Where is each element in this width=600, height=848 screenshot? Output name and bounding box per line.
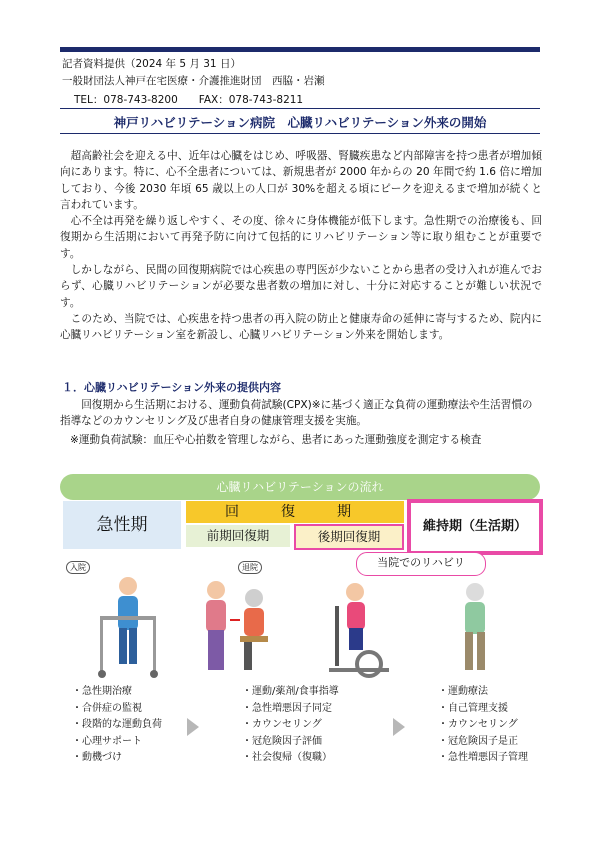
list-item: ・運動療法: [438, 686, 488, 697]
list-item: ・冠危険因子評価: [242, 735, 322, 747]
admission-tag: 入院: [66, 561, 90, 574]
list-item: ・運動/薬剤/食事指導: [242, 686, 339, 697]
arrow-right-icon: [187, 718, 199, 736]
early-recovery-box: 前期回復期: [186, 525, 290, 547]
document-title: 神戸リハビリテーション病院 心臓リハビリテーション外来の開始: [113, 115, 487, 130]
contact-numbers: TEL：078-743-8200 FAX：078-743-8211: [74, 94, 304, 106]
section-note: ※運動負荷試験：血圧や心拍数を管理しながら、患者にあった運動強度を測定する検査: [70, 434, 482, 446]
recovery-phase-box: 回 復 期: [186, 501, 404, 523]
list-item: ・冠危険因子是正: [438, 735, 518, 747]
list-item: ・段階的な運動負荷: [72, 719, 162, 730]
maintenance-phase-box: 維持期（生活期）: [407, 499, 543, 555]
list-item: ・動機づけ: [72, 752, 122, 763]
list-item: ・急性増悪因子管理: [438, 752, 528, 763]
maintenance-care-list: [438, 684, 528, 767]
organization: 一般財団法人神戸在宅医療・介護推進財団 西脇・岩瀬: [62, 75, 325, 87]
paragraph-4: このため、当院では、心疾患を持つ患者の再入院の防止と健康寿命の延伸に寄与するため、院内に心臓リハビリテーション室を新設し、心臓リハビリテーション外来を開始します。: [60, 313, 542, 342]
acute-care-list: [72, 684, 162, 767]
list-item: ・社会復帰（復職）: [242, 752, 332, 763]
our-rehab-label: 当院でのリハビリ: [356, 552, 486, 576]
section-heading: １．心臓リハビリテーション外来の提供内容: [62, 381, 282, 394]
recovery-care-list: [242, 684, 339, 767]
paragraph-3: しかしながら、民間の回復期病院では心疾患の専門医が少ないことから患者の受け入れが進んでおらず、心臓リハビリテーションが必要な患者数の増加に対し、十分に対応することが難しい状況です。: [60, 264, 542, 309]
acute-phase-box: 急性期: [63, 501, 181, 549]
list-item: ・自己管理支援: [438, 702, 508, 714]
list-item: ・心理サポート: [72, 735, 142, 747]
list-item: ・カウンセリング: [242, 719, 322, 730]
discharge-tag: 退院: [238, 561, 262, 574]
arrow-right-icon: [393, 718, 405, 736]
title-rule-bottom: [60, 133, 540, 134]
late-recovery-box: 後期回復期: [294, 524, 404, 550]
list-item: ・合併症の監視: [72, 702, 142, 714]
section-body: 回復期から生活期における、運動負荷試験(CPX)※に基づく適正な負荷の運動療法や生活習慣の指導などのカウンセリング及び患者自身の健康管理支援を実施。: [60, 399, 533, 428]
paragraph-2: 心不全は再発を繰り返しやすく、その度、徐々に身体機能が低下します。急性期での治療後も、回復期から生活期において再発予防に向けて包括的にリハビリテーション等に取り組むことが重要です。: [60, 215, 542, 260]
walker-patient-illustration: [92, 572, 162, 682]
press-date: 記者資料提供（2024 年 5 月 31 日）: [62, 58, 241, 70]
list-item: ・急性増悪因子同定: [242, 702, 332, 714]
title-rule-top: [60, 108, 540, 109]
paragraph-1: 超高齢社会を迎える中、近年は心臓をはじめ、呼吸器、腎臓疾患など内部障害を持つ患者が増加傾向にあります。特に、心不全患者については、新規患者が 2000 年からの 20 年間で約 1.6 倍に増加しており、今後 2030 年頃 65 歳以上の人口が 30%を超える頃にピークを迎えるまで増加が続くと言われています。: [60, 150, 542, 212]
exercise-bike-illustration: [325, 580, 395, 680]
flow-title-bar: 心臓リハビリテーションの流れ: [60, 474, 540, 500]
header-top-bar: [60, 47, 540, 52]
list-item: ・カウンセリング: [438, 719, 518, 730]
walking-elder-illustration: [445, 580, 505, 680]
list-item: ・急性期治療: [72, 686, 132, 697]
exercise-pair-illustration: [200, 578, 275, 678]
